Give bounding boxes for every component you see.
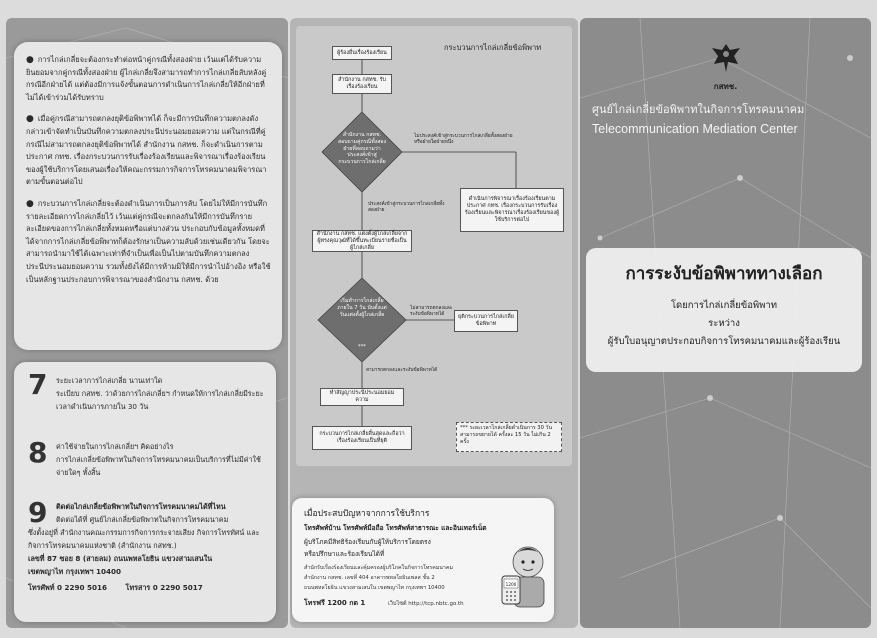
section-7-number: 7	[28, 368, 48, 401]
flow-box-terminate: ยุติกระบวนการไกล่เกลี่ยข้อพิพาท	[454, 310, 518, 332]
bullet-1: ● การไกล่เกลี่ยจะต้องกระทำต่อหน้าคู่กรณีทั้งสองฝ่าย เว้นแต่ได้รับความยินยอมจากคู่กรณีทั้งสองฝ่าย ผู้ไกล่เกลี่ยจึงสามารถทำการไกล่เกลี่ยลับหลังคู่กรณีอีกฝ่ายได้ แต่ต้องมีการแจ้งขั้นตอนการดำเนินการไกล่เกลี่ยให้อีกฝ่ายที่ไม่ได้เข้าร่วมได้รับทราบ	[26, 55, 267, 102]
service-addr1: สำนักรับเรื่องร้องเรียนและคุ้มครองผู้บริโภคในกิจการโทรคมนาคม	[304, 565, 453, 571]
service-addr3: ถนนพหลโยธิน แขวงสามเสนใน เขตพญาไท กรุงเทพฯ 10400	[304, 585, 445, 591]
subtitle-3: ผู้รับใบอนุญาตประกอบกิจการโทรคมนาคมและผู้ร้องเรียน	[607, 336, 841, 347]
section-9-number: 9	[28, 496, 48, 529]
right-panel	[580, 18, 871, 628]
flow-start: ผู้ร้องยื่นเรื่องร้องเรียน	[332, 46, 392, 60]
service-addr2: สำนักงาน กสทช. เลขที่ 404 อาคารพหลโยธินเพลส ชั้น 2	[304, 575, 435, 581]
service-web: เว็บไซต์ http://tcp.nbtc.go.th	[388, 601, 464, 607]
section-7-body: ระเบียบ กสทช. ว่าด้วยการไกล่เกลี่ยฯ กำหนดให้การไกล่เกลี่ยมีระยะเวลาดำเนินการภายใน 30 วัน	[56, 389, 264, 411]
flow-note-mark: ***	[460, 425, 468, 431]
flow-box-receive: สำนักงาน กสทช. รับเรื่องร้องเรียน	[332, 74, 392, 94]
flow-label-yes-1: ประสงค์เข้าสู่กระบวนการไกล่เกลี่ยทั้งสองฝ่าย	[368, 202, 445, 213]
section-9	[28, 500, 268, 594]
flow-box-contract: ทำสัญญาประนีประนอมยอมความ	[320, 388, 404, 406]
flow-label-no-1: ไม่ประสงค์เข้าสู่กระบวนการไกล่เกลี่ยทั้งสองฝ่าย หรือฝ่ายใดฝ่ายหนึ่ง	[414, 134, 513, 145]
bullets-card	[14, 42, 282, 350]
section-9-line3: เลขที่ 87 ซอย 8 (สายลม) ถนนพหลโยธิน แขวงสามเสนใน	[28, 554, 213, 563]
bullet-dot-icon: ●	[26, 55, 34, 65]
flow-decision-2-mark: ***	[358, 344, 366, 350]
flow-decision-1-text: สำนักงาน กสทช. สอบถามคู่กรณีทั้งสองฝ่ายที่สอบถามว่าประสงค์เข้าสู่กระบวนการไกล่เกลี่ย	[337, 132, 387, 166]
flow-box-regular-process: ดำเนินการพิจารณาเรื่องร้องเรียนตามประกาศ กทช. เรื่องกระบวนการรับเรื่องร้องเรียนและพิจารณาเรื่องร้องเรียนของผู้ใช้บริการต่อไป	[460, 188, 564, 232]
section-8	[28, 440, 268, 479]
service-line3: หรือปรึกษาและร้องเรียนได้ที่	[304, 550, 385, 558]
phone-number: โทรศัพท์ 0 2290 5016	[28, 583, 108, 592]
service-card	[292, 498, 554, 622]
flow-note	[456, 422, 562, 452]
bullet-3: ● กระบวนการไกล่เกลี่ยจะต้องดำเนินการเป็นการลับ โดยไม่ให้มีการบันทึกรายละเอียดการไกล่เกลี่ยไว้ เว้นแต่คู่กรณีจะตกลงกันให้มีการบันทึกรายละเอียดของการไกล่เกลี่ยทั้งหมดหรือแต่บางส่วน ประกอบกับข้อมูลทั้งหมดที่ได้จากการไกล่เกลี่ยข้อพิพาทก็ต้องรักษาเป็นความลับด้วยเช่นเดียวกัน โดยจะสามารถนำมาใช้ได้เฉพาะเท่าที่จำเป็นเพื่อเป็นไปตามบันทึกความตกลงประนีประนอมยอมความ รวมทั้งยังได้มีการห้ามมิให้มีการนำไปอ้างอิง หรือใช้เป็นหลักฐานประกอบการพิจารณาของสำนักงาน กสทช. ด้วย	[26, 198, 271, 284]
section-8-heading: ค่าใช้จ่ายในการไกล่เกลี่ยฯ คิดอย่างไร	[56, 442, 174, 451]
flow-box-appoint: สำนักงาน กสทช. แต่งตั้งผู้ไกล่เกลี่ยจากผู้ทรงคุณวุฒิที่ได้ขึ้นทะเบียนรายชื่อเป็นผู้ไกล่เกลี่ย	[312, 230, 412, 252]
service-hotline: โทรฟรี 1200 กด 1	[304, 599, 366, 607]
middle-panel	[290, 18, 578, 628]
flow-box-end: กระบวนการไกล่เกลี่ยสิ้นสุดและถือว่าเรื่องร้องเรียนเป็นที่ยุติ	[312, 426, 412, 450]
section-9-line2: ซึ่งตั้งอยู่ที่ สำนักงานคณะกรรมการกิจการกระจายเสียง กิจการโทรทัศน์ และกิจการโทรคมนาคมแห่งชาติ (สำนักงาน กสทช.)	[28, 528, 260, 550]
service-line2: ผู้บริโภคมีสิทธิร้องเรียนกับผู้ให้บริการโดยตรง	[304, 538, 431, 546]
logo-text: กสทช.	[713, 82, 738, 91]
bullet-dot-icon: ●	[26, 114, 34, 125]
svg-text:1200: 1200	[505, 582, 517, 587]
service-heading: เมื่อประสบปัญหาจากการใช้บริการ	[304, 509, 430, 519]
main-title: การระงับข้อพิพาททางเลือก	[625, 264, 823, 284]
section-9-line4: เขตพญาไท กรุงเทพฯ 10400	[28, 567, 121, 576]
section-9-line1: ติดต่อได้ที่ ศูนย์ไกล่เกลี่ยข้อพิพาทในกิจการโทรคมนาคม	[56, 515, 229, 524]
flow-label-yes-2: สามารถตกลงและระงับข้อพิพาทได้	[366, 368, 438, 373]
fax-number: โทรสาร 0 2290 5017	[125, 583, 203, 592]
title-band	[586, 248, 862, 372]
bullet-dot-icon: ●	[26, 198, 34, 209]
subtitle-1: โดยการไกล่เกลี่ยข้อพิพาท	[670, 300, 778, 311]
bullet-2: ● เมื่อคู่กรณีสามารถตกลงยุติข้อพิพาทได้ ก็จะมีการบันทึกความตกลงดังกล่าวเข้าจัดทำเป็นบันทึกความตกลงประนีประนอมยอมความ แต่ในกรณีที่คู่กรณีไม่สามารถตกลงยุติข้อพิพาทได้ สำนักงาน กสทช. ก็จะดำเนินการตามประกาศ กทช. เรื่องกระบวนการรับเรื่องร้องเรียนและพิจารณาเรื่องร้องเรียนของผู้ใช้บริการโดยเสนอเรื่องให้คณะกรรมการกิจการโทรคมนาคมพิจารณาตามขั้นตอนต่อไป	[26, 114, 267, 187]
section-8-body: การไกล่เกลี่ยข้อพิพาทในกิจการโทรคมนาคมเป็นบริการที่ไม่มีค่าใช้จ่ายใดๆ ทั้งสิ้น	[56, 455, 261, 477]
service-line1: โทรศัพท์บ้าน โทรศัพท์มือถือ โทรศัพท์สาธารณะ และอินเทอร์เน็ต	[304, 524, 487, 532]
section-7	[28, 374, 268, 413]
center-name-english: Telecommunication Mediation Center	[592, 122, 798, 136]
center-name-thai: ศูนย์ไกล่เกลี่ยข้อพิพาทในกิจการโทรคมนาคม	[592, 103, 805, 116]
flowchart-area	[296, 26, 572, 466]
mascot-with-phone-icon	[498, 542, 552, 616]
flow-decision-2-text: เริ่มทำการไกล่เกลี่ย ภายใน 7 วัน นับตั้งแต่วันแต่งตั้งผู้ไกล่เกลี่ย	[337, 298, 387, 318]
faq-card	[14, 362, 276, 622]
flow-note-text: ระยะเวลาไกล่เกลี่ยดำเนินการ 30 วัน สามารถขยายได้ ครั้งละ 15 วัน ไม่เกิน 2 ครั้ง	[460, 425, 553, 445]
flowchart-title: กระบวนการไกล่เกลี่ยข้อพิพาท	[444, 43, 542, 52]
left-panel	[6, 18, 288, 628]
section-9-heading: ติดต่อไกล่เกลี่ยข้อพิพาทในกิจการโทรคมนาคมได้ที่ไหน	[56, 502, 226, 511]
section-8-number: 8	[28, 436, 48, 469]
subtitle-2: ระหว่าง	[708, 318, 740, 329]
section-7-heading: ระยะเวลาการไกล่เกลี่ย นานเท่าใด	[56, 376, 163, 385]
garuda-emblem-icon	[704, 40, 748, 80]
flow-label-no-2: ไม่สามารถตกลงและระงับข้อพิพาทได้	[410, 306, 453, 317]
